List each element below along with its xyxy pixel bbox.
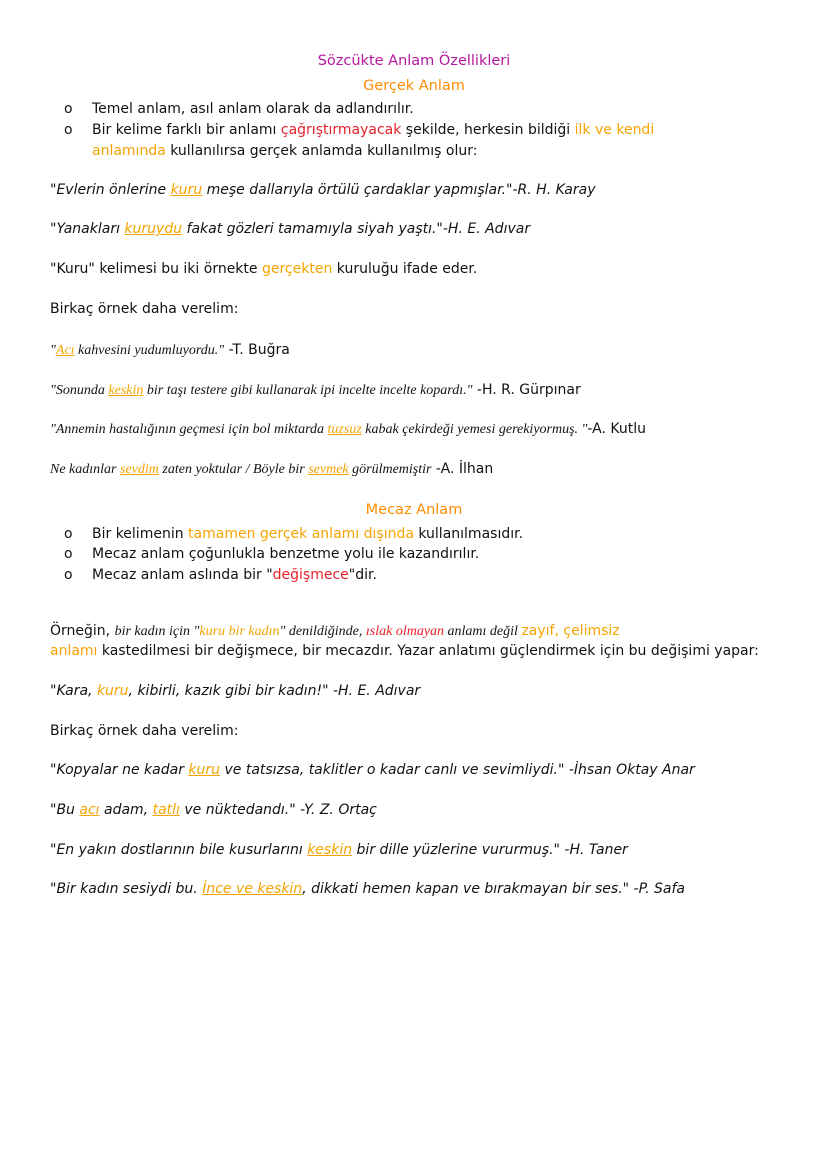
explanation-text: "Kuru" kelimesi bu iki örnekte gerçekten kuruluğu ifade eder.: [50, 261, 478, 277]
section-heading-mecaz-anlam: Mecaz Anlam: [365, 502, 463, 518]
quote-adivar-mecaz: "Kara, kuru, kibirli, kazık gibi bir kadın!" -H. E. Adıvar: [50, 683, 421, 699]
more-examples-label: Birkaç örnek daha verelim:: [50, 723, 239, 739]
bullet-text: Mecaz anlam çoğunlukla benzetme yolu ile kazandırılır.: [92, 546, 480, 562]
quote-karay: "Evlerin önlerine kuru meşe dallarıyla örtülü çardaklar yapmışlar."-R. H. Karay: [50, 182, 596, 198]
bullet-circle-icon: o: [64, 122, 73, 138]
example-explanation-line-1: Örneğin, bir kadın için "kuru bir kadın" denildiğinde, ıslak olmayan anlamı değil zayıf, çelimsiz: [50, 623, 620, 639]
bullet-text: Bir kelime farklı bir anlamı çağrıştırmayacak şekilde, herkesin bildiği ilk ve kendi: [92, 122, 655, 138]
bullet-circle-icon: o: [64, 101, 73, 117]
example-gurpinar: "Sonunda keskin bir taşı testere gibi kullanarak ipi incelte incelte kopardı." -H. R. Gürpınar: [50, 382, 581, 398]
bullet-circle-icon: o: [64, 546, 73, 562]
quote-adivar: "Yanakları kuruydu fakat gözleri tamamıyla siyah yaştı."-H. E. Adıvar: [50, 221, 531, 237]
page-title: Sözcükte Anlam Özellikleri: [317, 53, 511, 69]
quote-ortac: "Bu acı adam, tatlı ve nüktedandı." -Y. Z. Ortaç: [50, 802, 377, 818]
example-bugra: "Acı kahvesini yudumluyordu." -T. Buğra: [50, 342, 290, 358]
quote-taner: "En yakın dostlarının bile kusurlarını keskin bir dille yüzlerine vururmuş." -H. Taner: [50, 842, 628, 858]
more-examples-label: Birkaç örnek daha verelim:: [50, 301, 239, 317]
bullet-circle-icon: o: [64, 567, 73, 583]
bullet-text: Temel anlam, asıl anlam olarak da adlandırılır.: [92, 101, 414, 117]
bullet-text: Mecaz anlam aslında bir "değişmece"dir.: [92, 567, 377, 583]
section-heading-gercek-anlam: Gerçek Anlam: [363, 78, 465, 94]
bullet-text-continuation: anlamında kullanılırsa gerçek anlamda kullanılmış olur:: [92, 143, 478, 159]
quote-anar: "Kopyalar ne kadar kuru ve tatsızsa, taklitler o kadar canlı ve sevimliydi." -İhsan Oktay Anar: [50, 762, 695, 778]
bullet-circle-icon: o: [64, 526, 73, 542]
example-ilhan: Ne kadınlar sevdim zaten yoktular / Böyle bir sevmek görülmemiştir -A. İlhan: [50, 461, 494, 477]
quote-safa: "Bir kadın sesiydi bu. İnce ve keskin, dikkati hemen kapan ve bırakmayan bir ses." -P. Safa: [50, 881, 685, 897]
example-kutlu: "Annemin hastalığının geçmesi için bol miktarda tuzsuz kabak çekirdeği yemesi gerekiyormuş. "-A. Kutlu: [50, 421, 647, 437]
bullet-text: Bir kelimenin tamamen gerçek anlamı dışında kullanılmasıdır.: [92, 526, 524, 542]
example-explanation-line-2: anlamı kastedilmesi bir değişmece, bir mecazdır. Yazar anlatımı güçlendirmek için bu değişimi yapar:: [50, 643, 759, 659]
